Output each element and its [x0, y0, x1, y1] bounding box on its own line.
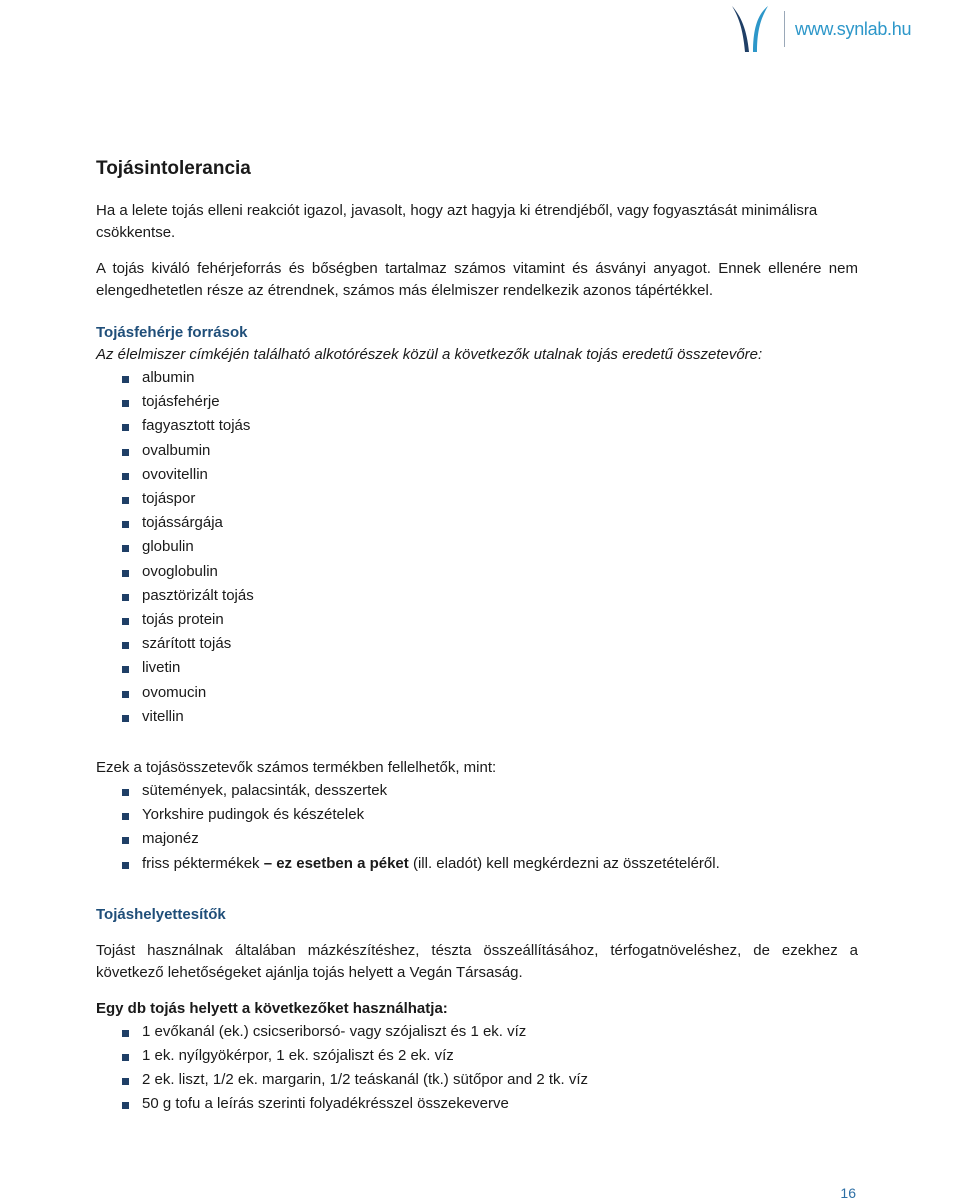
- square-bullet-icon: [122, 400, 129, 407]
- sources-lead: Az élelmiszer címkéjén található alkotórészek közül a következők utalnak tojás eredetű összetevőre:: [96, 346, 763, 363]
- square-bullet-icon: [122, 570, 129, 577]
- synlab-logo: [728, 4, 911, 54]
- square-bullet-icon: [122, 1054, 129, 1061]
- list-item: ovovitellin: [96, 463, 858, 487]
- list-item: fagyasztott tojás: [96, 414, 858, 438]
- list-item: tojás protein: [96, 608, 858, 632]
- list-item: ovoglobulin: [96, 560, 858, 584]
- list-item: ovalbumin: [96, 439, 858, 463]
- intro-paragraph-2: A tojás kiváló fehérjeforrás és bőségben tartalmaz számos vitamint és ásványi anyagot. Ennek ellenére nem elengedhetetlen része az étrendnek, számos más élelmiszer rendelkezik azonos tápértékkel.: [96, 260, 858, 299]
- square-bullet-icon: [122, 715, 129, 722]
- logo-url[interactable]: www.synlab.hu: [795, 18, 912, 39]
- intro-paragraph-1: Ha a lelete tojás elleni reakciót igazol, javasolt, hogy azt hagyja ki étrendjéből, vagy fogyasztását minimálisra csökkentse.: [96, 202, 818, 241]
- square-bullet-icon: [122, 618, 129, 625]
- square-bullet-icon: [122, 1102, 129, 1109]
- square-bullet-icon: [122, 1078, 129, 1085]
- list-item: 50 g tofu a leírás szerinti folyadékrésszel összekeverve: [96, 1092, 858, 1116]
- square-bullet-icon: [122, 789, 129, 796]
- sources-heading: Tojásfehérje források: [96, 324, 248, 341]
- list-item: tojáspor: [96, 487, 858, 511]
- square-bullet-icon: [122, 594, 129, 601]
- page-number: 16: [840, 1185, 856, 1201]
- products-list-last: [96, 852, 858, 876]
- square-bullet-icon: [122, 497, 129, 504]
- square-bullet-icon: [122, 473, 129, 480]
- list-item: ovomucin: [96, 681, 858, 705]
- square-bullet-icon: [122, 545, 129, 552]
- document-body: [96, 158, 858, 1117]
- list-item: pasztörizált tojás: [96, 584, 858, 608]
- logo-divider: [784, 11, 785, 47]
- list-item: 2 ek. liszt, 1/2 ek. margarin, 1/2 teáskanál (tk.) sütőpor and 2 tk. víz: [96, 1068, 858, 1092]
- list-item: friss péktermékek – ez esetben a péket (ill. eladót) kell megkérdezni az összetételéről.: [96, 852, 858, 876]
- square-bullet-icon: [122, 837, 129, 844]
- list-item: 1 ek. nyílgyökérpor, 1 ek. szójaliszt és 2 ek. víz: [96, 1044, 858, 1068]
- square-bullet-icon: [122, 666, 129, 673]
- list-item: tojássárgája: [96, 511, 858, 535]
- found-in-lead: Ezek a tojásösszetevők számos termékben fellelhetők, mint:: [96, 759, 497, 777]
- list-item: vitellin: [96, 705, 858, 729]
- square-bullet-icon: [122, 691, 129, 698]
- synlab-logo-icon: [728, 4, 772, 54]
- list-item: 1 evőkanál (ek.) csicseriborsó- vagy szójaliszt és 1 ek. víz: [96, 1020, 858, 1044]
- list-item: szárított tojás: [96, 632, 858, 656]
- list-item: majonéz: [96, 827, 858, 851]
- square-bullet-icon: [122, 1030, 129, 1037]
- square-bullet-icon: [122, 521, 129, 528]
- list-item: tojásfehérje: [96, 390, 858, 414]
- square-bullet-icon: [122, 862, 129, 869]
- egg-sources-list: [96, 366, 858, 729]
- square-bullet-icon: [122, 449, 129, 456]
- list-item: globulin: [96, 535, 858, 559]
- substitutes-text: Tojást használnak általában mázkészítéshez, tészta összeállításához, térfogatnöveléshez, de ezekhez a következő lehetőségeket ajánlja tojás helyett a Vegán Társaság.: [96, 941, 858, 981]
- list-item: livetin: [96, 656, 858, 680]
- square-bullet-icon: [122, 642, 129, 649]
- list-item: sütemények, palacsinták, desszertek: [96, 779, 858, 803]
- square-bullet-icon: [122, 424, 129, 431]
- substitutes-heading: Tojáshelyettesítők: [96, 905, 226, 923]
- list-item: albumin: [96, 366, 858, 390]
- products-list: [96, 779, 858, 852]
- square-bullet-icon: [122, 813, 129, 820]
- list-item: Yorkshire pudingok és készételek: [96, 803, 858, 827]
- substitutes-list: [96, 1020, 858, 1117]
- substitutes-list-heading: Egy db tojás helyett a következőket használhatja:: [96, 999, 448, 1017]
- page-title: Tojásintolerancia: [96, 158, 251, 179]
- square-bullet-icon: [122, 376, 129, 383]
